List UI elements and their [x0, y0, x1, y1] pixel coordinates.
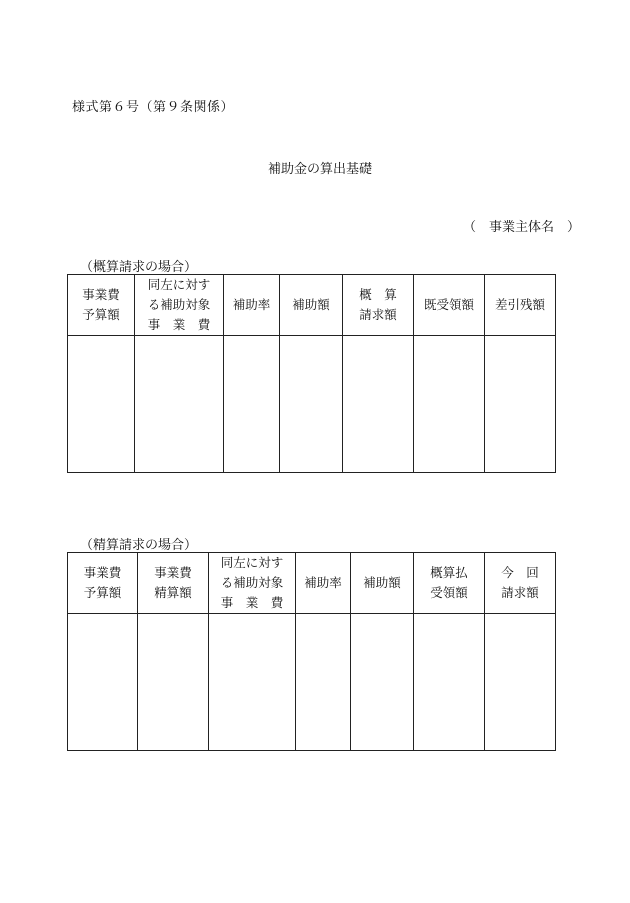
business-entity-name: （ 事業主体名 ） [463, 220, 581, 235]
column-header: 補助額 [280, 275, 343, 336]
table-cell[interactable] [280, 336, 343, 473]
table-cell[interactable] [485, 614, 556, 751]
estimate-request-table [67, 274, 556, 473]
column-header: 差引残額 [485, 275, 556, 336]
table-header-row [68, 553, 556, 614]
section-label-estimate: （概算請求の場合） [80, 260, 198, 275]
table-cell[interactable] [296, 614, 351, 751]
column-header: 補助率 [224, 275, 280, 336]
table-cell[interactable] [414, 614, 485, 751]
column-header: 事業費 予算額 [68, 275, 135, 336]
table-cell[interactable] [414, 336, 485, 473]
column-header: 概算払 受領額 [414, 553, 485, 614]
document-title: 補助金の算出基礎 [267, 162, 372, 177]
table-cell[interactable] [135, 336, 224, 473]
column-header: 事業費 予算額 [68, 553, 138, 614]
column-header: 既受領額 [414, 275, 485, 336]
column-header: 今 回 請求額 [485, 553, 556, 614]
table-cell[interactable] [68, 614, 138, 751]
column-header: 補助率 [296, 553, 351, 614]
table-cell[interactable] [343, 336, 414, 473]
table-cell[interactable] [209, 614, 296, 751]
table-cell[interactable] [224, 336, 280, 473]
column-header: 概 算 請求額 [343, 275, 414, 336]
table-header-row [68, 275, 556, 336]
column-header: 補助額 [351, 553, 414, 614]
column-header: 事業費 精算額 [138, 553, 209, 614]
table-row [68, 336, 556, 473]
table-cell[interactable] [138, 614, 209, 751]
table-cell[interactable] [68, 336, 135, 473]
table-row [68, 614, 556, 751]
settlement-request-table [67, 552, 556, 751]
form-number: 様式第６号（第９条関係） [72, 100, 235, 115]
table-cell[interactable] [351, 614, 414, 751]
column-header: 同左に対す る補助対象 事 業 費 [209, 553, 296, 614]
section-label-settlement: （精算請求の場合） [80, 538, 198, 553]
table-cell[interactable] [485, 336, 556, 473]
column-header: 同左に対す る補助対象 事 業 費 [135, 275, 224, 336]
